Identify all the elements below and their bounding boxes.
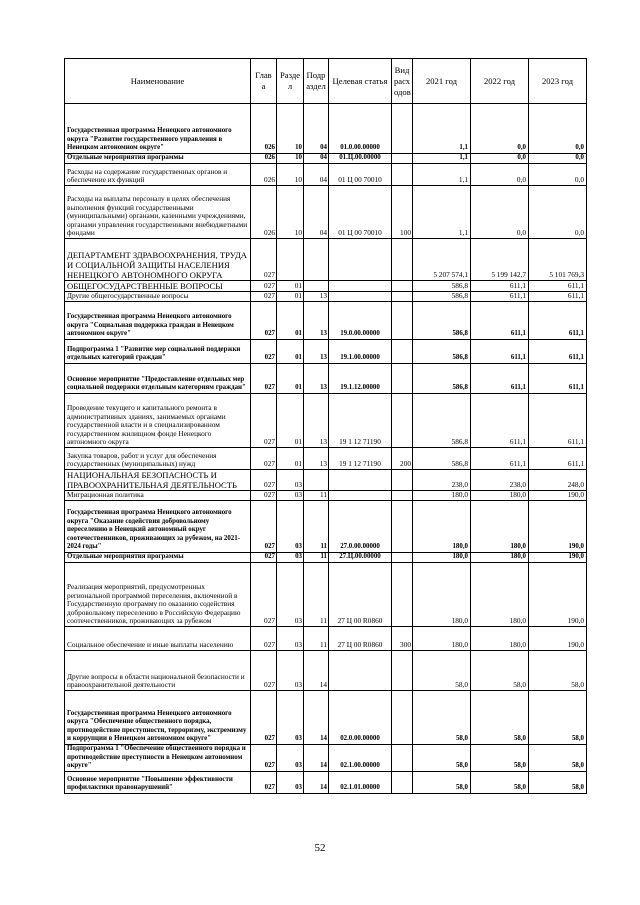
- cell-2021: 180,0: [413, 627, 471, 651]
- cell-statya: 19 1 12 71190: [329, 394, 392, 448]
- table-row: [65, 651, 587, 691]
- cell-vid: [392, 772, 413, 794]
- cell-podrazdel: 13: [304, 394, 329, 448]
- cell-2021: 586,8: [413, 448, 471, 470]
- table-row: [65, 281, 587, 292]
- table-row: [65, 563, 587, 627]
- table-body: [65, 104, 587, 794]
- table-row: [65, 691, 587, 745]
- col-header-statya: Целевая статья: [329, 59, 392, 104]
- cell-podrazdel: [304, 470, 329, 491]
- cell-razdel: 03: [277, 491, 304, 501]
- cell-razdel: 10: [277, 186, 304, 239]
- cell-statya: 01.Ц.00.00000: [329, 154, 392, 164]
- cell-name: Закупка товаров, работ и услуг для обеспечения государственных (муниципальных) нужд: [65, 448, 251, 470]
- cell-2023: 611,1: [529, 302, 587, 340]
- page-number: 52: [314, 842, 326, 854]
- cell-2023: 190,0: [529, 563, 587, 627]
- cell-glava: 026: [251, 186, 277, 239]
- cell-2021: 1,1: [413, 154, 471, 164]
- cell-2022: 180,0: [471, 627, 529, 651]
- cell-vid: [392, 491, 413, 501]
- cell-name: Другие вопросы в области национальной безопасности и правоохранительной деятельности: [65, 651, 251, 691]
- cell-2021: 180,0: [413, 501, 471, 553]
- cell-2022: 611,1: [471, 364, 529, 394]
- cell-vid: [392, 563, 413, 627]
- cell-name: Основное мероприятие "Повышение эффективности профилактики правонарушений": [65, 772, 251, 794]
- table-row: [65, 154, 587, 164]
- cell-glava: 027: [251, 364, 277, 394]
- cell-name: Отдельные мероприятия программы: [65, 553, 251, 563]
- cell-2023: 611,1: [529, 394, 587, 448]
- cell-razdel: 01: [277, 394, 304, 448]
- cell-podrazdel: 14: [304, 772, 329, 794]
- cell-name: НАЦИОНАЛЬНАЯ БЕЗОПАСНОСТЬ И ПРАВООХРАНИТЕЛЬНАЯ ДЕЯТЕЛЬНОСТЬ: [65, 470, 251, 491]
- col-header-name: Наименование: [65, 59, 251, 104]
- cell-vid: [392, 154, 413, 164]
- cell-razdel: 01: [277, 281, 304, 292]
- cell-2022: 611,1: [471, 394, 529, 448]
- cell-statya: 19.1.00.00000: [329, 340, 392, 364]
- cell-razdel: 01: [277, 302, 304, 340]
- cell-vid: 300: [392, 627, 413, 651]
- table-row: [65, 340, 587, 364]
- cell-2023: 0,0: [529, 104, 587, 154]
- cell-podrazdel: 13: [304, 340, 329, 364]
- cell-glava: 026: [251, 104, 277, 154]
- cell-razdel: 03: [277, 772, 304, 794]
- cell-glava: 027: [251, 340, 277, 364]
- cell-razdel: 03: [277, 627, 304, 651]
- cell-podrazdel: [304, 281, 329, 292]
- cell-2022: 238,0: [471, 470, 529, 491]
- cell-glava: 027: [251, 239, 277, 281]
- table-row: [65, 553, 587, 563]
- cell-glava: 026: [251, 154, 277, 164]
- cell-name: Подпрограмма 1 "Развитие мер социальной поддержки отдельных категорий граждан": [65, 340, 251, 364]
- cell-2023: 5 101 769,3: [529, 239, 587, 281]
- cell-name: Расходы на содержание государственных органов и обеспечение их функций: [65, 164, 251, 186]
- col-header-podrazdel: Подр аздел: [304, 59, 329, 104]
- cell-2022: 611,1: [471, 340, 529, 364]
- cell-podrazdel: 11: [304, 501, 329, 553]
- cell-statya: 01.0.00.00000: [329, 104, 392, 154]
- cell-glava: 027: [251, 651, 277, 691]
- col-header-2023: 2023 год: [529, 59, 587, 104]
- cell-podrazdel: 13: [304, 302, 329, 340]
- cell-name: ОБЩЕГОСУДАРСТВЕННЫЕ ВОПРОСЫ: [65, 281, 251, 292]
- table-row: [65, 292, 587, 302]
- cell-name: Основное мероприятие "Предоставление отдельных мер социальной поддержки отдельным категориям граждан": [65, 364, 251, 394]
- cell-vid: [392, 691, 413, 745]
- cell-2023: 190,0: [529, 553, 587, 563]
- table-row: [65, 164, 587, 186]
- table-row: [65, 239, 587, 281]
- cell-glava: 027: [251, 772, 277, 794]
- cell-2021: 58,0: [413, 691, 471, 745]
- cell-statya: [329, 292, 392, 302]
- cell-vid: 100: [392, 186, 413, 239]
- cell-razdel: 01: [277, 448, 304, 470]
- cell-2022: 180,0: [471, 553, 529, 563]
- cell-2022: 58,0: [471, 691, 529, 745]
- cell-vid: [392, 302, 413, 340]
- cell-statya: 27.0.00.00000: [329, 501, 392, 553]
- cell-2022: 0,0: [471, 104, 529, 154]
- cell-2023: 58,0: [529, 651, 587, 691]
- cell-podrazdel: 14: [304, 691, 329, 745]
- cell-name: Подпрограмма 1 "Обеспечение общественного порядка и противодействие преступности в Ненецком автономном округе": [65, 745, 251, 772]
- cell-2022: 0,0: [471, 186, 529, 239]
- cell-vid: [392, 164, 413, 186]
- cell-2021: 586,8: [413, 340, 471, 364]
- cell-glava: 027: [251, 302, 277, 340]
- cell-razdel: 03: [277, 563, 304, 627]
- cell-razdel: 10: [277, 154, 304, 164]
- cell-2022: 58,0: [471, 745, 529, 772]
- cell-2021: 586,8: [413, 302, 471, 340]
- cell-statya: 02.1.01.00000: [329, 772, 392, 794]
- cell-glava: 027: [251, 470, 277, 491]
- table-row: [65, 394, 587, 448]
- cell-2021: 5 207 574,1: [413, 239, 471, 281]
- header-row: [65, 59, 587, 104]
- cell-2023: 58,0: [529, 772, 587, 794]
- cell-name: Государственная программа Ненецкого автономного округа "Обеспечение общественного порядка, противодействие преступности, терроризму, экстремизму и коррупции в Ненецком автономном округе": [65, 691, 251, 745]
- cell-name: Социальное обеспечение и иные выплаты населению: [65, 627, 251, 651]
- col-header-glava: Глав а: [251, 59, 277, 104]
- cell-2022: 58,0: [471, 651, 529, 691]
- table-row: [65, 104, 587, 154]
- cell-statya: 01 Ц 00 70010: [329, 164, 392, 186]
- cell-glava: 027: [251, 394, 277, 448]
- cell-razdel: 03: [277, 651, 304, 691]
- cell-vid: [392, 340, 413, 364]
- cell-2021: 180,0: [413, 553, 471, 563]
- cell-2022: 611,1: [471, 448, 529, 470]
- cell-name: Другие общегосударственные вопросы: [65, 292, 251, 302]
- cell-name: Проведение текущего и капитального ремонта в административных зданиях, занимаемых органами государственной власти и в специализированном государственном жилищном фонде Ненецкого автономного округа: [65, 394, 251, 448]
- cell-2023: 190,0: [529, 491, 587, 501]
- cell-name: Миграционная политика: [65, 491, 251, 501]
- cell-razdel: 10: [277, 164, 304, 186]
- cell-2022: 180,0: [471, 501, 529, 553]
- table-row: [65, 470, 587, 491]
- cell-vid: [392, 553, 413, 563]
- cell-podrazdel: 04: [304, 154, 329, 164]
- cell-2022: 0,0: [471, 164, 529, 186]
- cell-razdel: 03: [277, 501, 304, 553]
- cell-podrazdel: 11: [304, 627, 329, 651]
- cell-podrazdel: 04: [304, 186, 329, 239]
- cell-vid: [392, 239, 413, 281]
- cell-2023: 611,1: [529, 448, 587, 470]
- cell-statya: 27.Ц.00.00000: [329, 553, 392, 563]
- cell-glava: 027: [251, 627, 277, 651]
- table-row: [65, 745, 587, 772]
- cell-razdel: [277, 239, 304, 281]
- cell-glava: 027: [251, 691, 277, 745]
- cell-statya: 01 Ц 00 70010: [329, 186, 392, 239]
- cell-2023: 611,1: [529, 340, 587, 364]
- cell-razdel: 01: [277, 292, 304, 302]
- cell-name: ДЕПАРТАМЕНТ ЗДРАВООХРАНЕНИЯ, ТРУДА И СОЦИАЛЬНОЙ ЗАЩИТЫ НАСЕЛЕНИЯ НЕНЕЦКОГО АВТОНОМНОГО ОКРУГА: [65, 239, 251, 281]
- cell-2023: 190,0: [529, 501, 587, 553]
- cell-razdel: 03: [277, 553, 304, 563]
- cell-2021: 180,0: [413, 563, 471, 627]
- col-header-razdel: Разде л: [277, 59, 304, 104]
- cell-statya: 19.0.00.00000: [329, 302, 392, 340]
- cell-vid: [392, 470, 413, 491]
- cell-2023: 190,0: [529, 627, 587, 651]
- cell-name: Государственная программа Ненецкого автономного округа "Развитие государственного управления в Ненецком автономном округе": [65, 104, 251, 154]
- cell-2023: 58,0: [529, 691, 587, 745]
- cell-vid: [392, 364, 413, 394]
- cell-2021: 586,8: [413, 364, 471, 394]
- cell-2021: 1,1: [413, 186, 471, 239]
- col-header-2022: 2022 год: [471, 59, 529, 104]
- cell-razdel: 10: [277, 104, 304, 154]
- cell-podrazdel: 14: [304, 651, 329, 691]
- cell-name: Государственная программа Ненецкого автономного округа "Социальная поддержка граждан в Ненецком автономном округе": [65, 302, 251, 340]
- cell-vid: [392, 501, 413, 553]
- cell-name: Реализация мероприятий, предусмотренных региональной программой переселения, включенной в Государственную программу по оказанию содействия добровольному переселению в Российскую Федерацию соотечественников, проживающих за рубежом: [65, 563, 251, 627]
- cell-glava: 027: [251, 745, 277, 772]
- cell-glava: 027: [251, 281, 277, 292]
- budget-table: [64, 58, 587, 794]
- cell-2022: 5 199 142,7: [471, 239, 529, 281]
- table-row: [65, 186, 587, 239]
- table-row: [65, 491, 587, 501]
- cell-2023: 248,0: [529, 470, 587, 491]
- cell-glava: 027: [251, 292, 277, 302]
- table-row: [65, 364, 587, 394]
- cell-2022: 180,0: [471, 563, 529, 627]
- cell-2021: 586,8: [413, 292, 471, 302]
- cell-podrazdel: 13: [304, 364, 329, 394]
- cell-glava: 027: [251, 553, 277, 563]
- cell-glava: 027: [251, 448, 277, 470]
- cell-podrazdel: 11: [304, 491, 329, 501]
- cell-vid: [392, 292, 413, 302]
- cell-vid: [392, 394, 413, 448]
- cell-2022: 611,1: [471, 292, 529, 302]
- cell-name: Государственная программа Ненецкого автономного округа "Оказание содействия добровольному переселению в Ненецкий автономный округ соотечественников, проживающих за рубежом, на 2021-2024 годы": [65, 501, 251, 553]
- cell-vid: [392, 104, 413, 154]
- cell-razdel: 03: [277, 745, 304, 772]
- col-header-2021: 2021 год: [413, 59, 471, 104]
- cell-glava: 027: [251, 563, 277, 627]
- table-row: [65, 302, 587, 340]
- cell-razdel: 01: [277, 340, 304, 364]
- cell-2022: 58,0: [471, 772, 529, 794]
- cell-2021: 58,0: [413, 651, 471, 691]
- cell-2023: 0,0: [529, 154, 587, 164]
- cell-statya: 02.1.00.00000: [329, 745, 392, 772]
- cell-vid: [392, 281, 413, 292]
- cell-podrazdel: 13: [304, 292, 329, 302]
- table-row: [65, 627, 587, 651]
- cell-podrazdel: 11: [304, 553, 329, 563]
- cell-statya: [329, 470, 392, 491]
- cell-podrazdel: [304, 239, 329, 281]
- cell-razdel: 03: [277, 691, 304, 745]
- cell-podrazdel: 14: [304, 745, 329, 772]
- cell-2021: 1,1: [413, 164, 471, 186]
- cell-razdel: 03: [277, 470, 304, 491]
- table-row: [65, 772, 587, 794]
- cell-vid: [392, 651, 413, 691]
- cell-podrazdel: 11: [304, 563, 329, 627]
- cell-glava: 026: [251, 164, 277, 186]
- cell-vid: 200: [392, 448, 413, 470]
- cell-2023: 58,0: [529, 745, 587, 772]
- cell-2023: 0,0: [529, 164, 587, 186]
- cell-2023: 611,1: [529, 364, 587, 394]
- cell-2021: 58,0: [413, 772, 471, 794]
- cell-statya: [329, 239, 392, 281]
- col-header-vid: Вид расх одов: [392, 59, 413, 104]
- cell-statya: [329, 651, 392, 691]
- cell-statya: 19 1 12 71190: [329, 448, 392, 470]
- cell-2021: 586,8: [413, 394, 471, 448]
- cell-vid: [392, 745, 413, 772]
- table-row: [65, 501, 587, 553]
- cell-2022: 180,0: [471, 491, 529, 501]
- cell-2023: 611,1: [529, 281, 587, 292]
- cell-podrazdel: 13: [304, 448, 329, 470]
- cell-name: Отдельные мероприятия программы: [65, 154, 251, 164]
- cell-statya: 27 Ц 00 R0860: [329, 563, 392, 627]
- cell-2021: 180,0: [413, 491, 471, 501]
- cell-glava: 027: [251, 501, 277, 553]
- cell-name: Расходы на выплаты персоналу в целях обеспечения выполнения функций государственными (муниципальными) органами, казенными учреждениями, органами управления государственными внебюджетными фондами: [65, 186, 251, 239]
- cell-podrazdel: 04: [304, 164, 329, 186]
- cell-2023: 0,0: [529, 186, 587, 239]
- cell-2022: 0,0: [471, 154, 529, 164]
- cell-glava: 027: [251, 491, 277, 501]
- table-row: [65, 448, 587, 470]
- cell-2022: 611,1: [471, 302, 529, 340]
- cell-razdel: 01: [277, 364, 304, 394]
- cell-2021: 58,0: [413, 745, 471, 772]
- cell-podrazdel: 04: [304, 104, 329, 154]
- cell-statya: [329, 491, 392, 501]
- cell-2023: 611,1: [529, 292, 587, 302]
- cell-2021: 238,0: [413, 470, 471, 491]
- budget-table-container: [64, 58, 586, 794]
- cell-2021: 586,8: [413, 281, 471, 292]
- cell-2022: 611,1: [471, 281, 529, 292]
- cell-statya: [329, 281, 392, 292]
- cell-2021: 1,1: [413, 104, 471, 154]
- cell-statya: 27 Ц 00 R0860: [329, 627, 392, 651]
- cell-statya: 02.0.00.00000: [329, 691, 392, 745]
- cell-statya: 19.1.12.00000: [329, 364, 392, 394]
